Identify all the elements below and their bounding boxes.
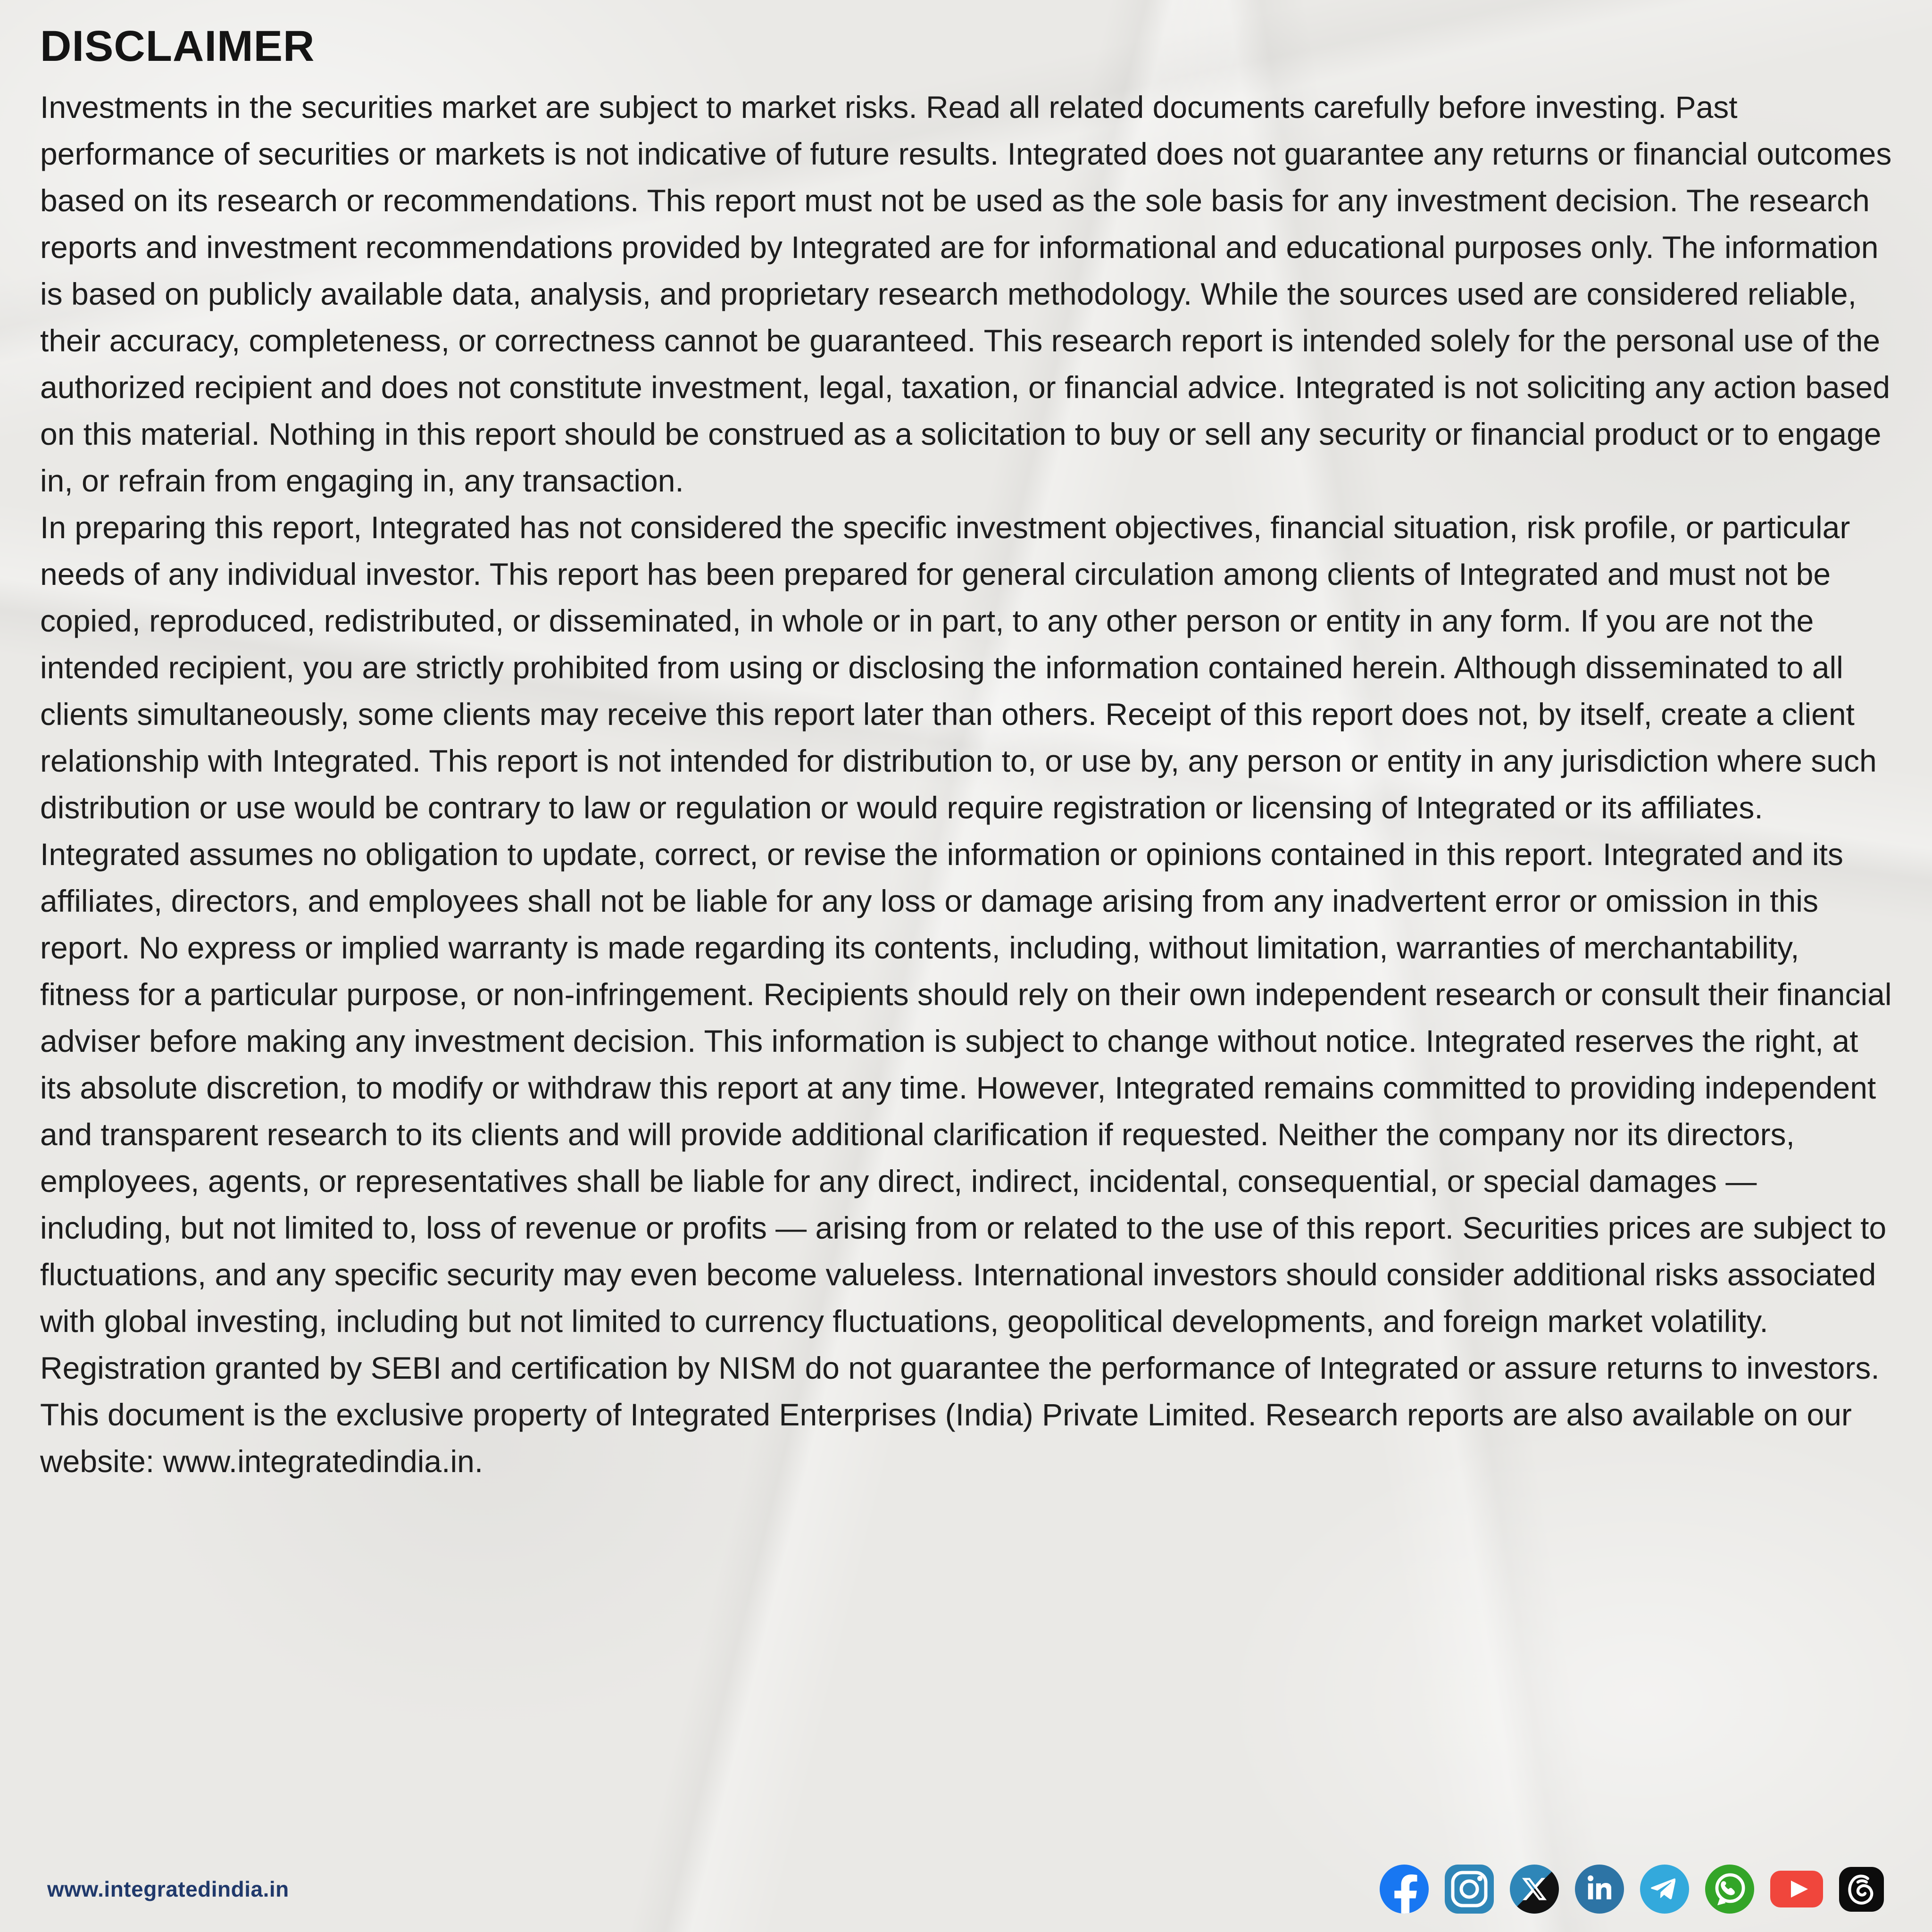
social-icons — [1380, 1865, 1884, 1914]
instagram-camera-glyph — [1445, 1865, 1494, 1914]
disclaimer-paragraph-1: Investments in the securities market are subject to market risks. Read all related documents carefully before investing. Past performance of securities or markets is not indicative of future results. Integrated does not guarantee any returns or financial outcomes based on its research or recommendations. This report must not be used as the sole basis for any investment decision. The research reports and investment recommendations provided by Integrated are for informational and educational purposes only. The information is based on publicly available data, analysis, and proprietary research methodology. While the sources used are considered reliable, their accuracy, completeness, or correctness cannot be guaranteed. This research report is intended solely for the personal use of the authorized recipient and does not constitute investment, legal, taxation, or financial advice. Integrated is not soliciting any action based on this material. Nothing in this report should be construed as a solicitation to buy or sell any security or financial product or to engage in, or refrain from engaging in, any transaction. — [40, 89, 1892, 498]
x-glyph — [1510, 1865, 1559, 1914]
linkedin-in-glyph — [1588, 1875, 1612, 1903]
whatsapp-icon[interactable] — [1705, 1865, 1754, 1914]
instagram-icon[interactable] — [1445, 1865, 1494, 1914]
website-link[interactable]: www.integratedindia.in — [47, 1877, 289, 1901]
play-glyph — [1770, 1871, 1823, 1907]
threads-icon[interactable] — [1839, 1867, 1884, 1912]
disclaimer-content — [40, 22, 1895, 1485]
linkedin-icon[interactable] — [1575, 1865, 1624, 1914]
telegram-icon[interactable] — [1640, 1865, 1689, 1914]
disclaimer-paragraph-2: In preparing this report, Integrated has not considered the specific investment objectives, financial situation, risk profile, or particular needs of any individual investor. This report has been prepared for general circulation among clients of Integrated and must not be copied, reproduced, redistributed, or disseminated, in whole or in part, to any other person or entity in any form. If you are not the intended recipient, you are strictly prohibited from using or disclosing the information contained herein. Although disseminated to all clients simultaneously, some clients may receive this report later than others. Receipt of this report does not, by itself, create a client relationship with Integrated. This report is not intended for distribution to, or use by, any person or entity in any jurisdiction where such distribution or use would be contrary to law or regulation or would require registration or licensing of Integrated or its affiliates. — [40, 509, 1877, 825]
facebook-f-glyph — [1392, 1874, 1419, 1914]
youtube-icon[interactable] — [1770, 1871, 1823, 1907]
disclaimer-paragraph-3: Integrated assumes no obligation to update, correct, or revise the information or opinions contained in this report. Integrated and its affiliates, directors, and employees shall not be liable for any loss or damage arising from any inadvertent error or omission in this report. No express or implied warranty is made regarding its contents, including, without limitation, warranties of merchantability, fitness for a particular purpose, or non-infringement. Recipients should rely on their own independent research or consult their financial adviser before making any investment decision. This information is subject to change without notice. Integrated reserves the right, at its absolute discretion, to modify or withdraw this report at any time. However, Integrated remains committed to providing independent and transparent research to its clients and will provide additional clarification if requested. Neither the company nor its directors, employees, agents, or representatives shall be liable for any direct, indirect, incidental, consequential, or special damages — including, but not limited to, loss of revenue or profits — arising from or related to the use of this report. Securities prices are subject to fluctuations, and any specific security may even become valueless. International investors should consider additional risks associated with global investing, including but not limited to currency fluctuations, geopolitical developments, and foreign market volatility. — [40, 836, 1892, 1339]
threads-spiral-glyph — [1839, 1867, 1884, 1912]
telegram-plane-glyph — [1651, 1875, 1676, 1903]
page-title: DISCLAIMER — [40, 22, 315, 70]
whatsapp-phone-glyph — [1705, 1865, 1754, 1914]
x-twitter-icon[interactable] — [1510, 1865, 1559, 1914]
facebook-icon[interactable] — [1380, 1865, 1429, 1914]
footer — [0, 1854, 1932, 1924]
disclaimer-paragraph-4: Registration granted by SEBI and certification by NISM do not guarantee the performance of Integrated or assure returns to investors. This document is the exclusive property of Integrated Enterprises (India) Private Limited. Research reports are also available on our website: www.integratedindia.in. — [40, 1350, 1880, 1479]
